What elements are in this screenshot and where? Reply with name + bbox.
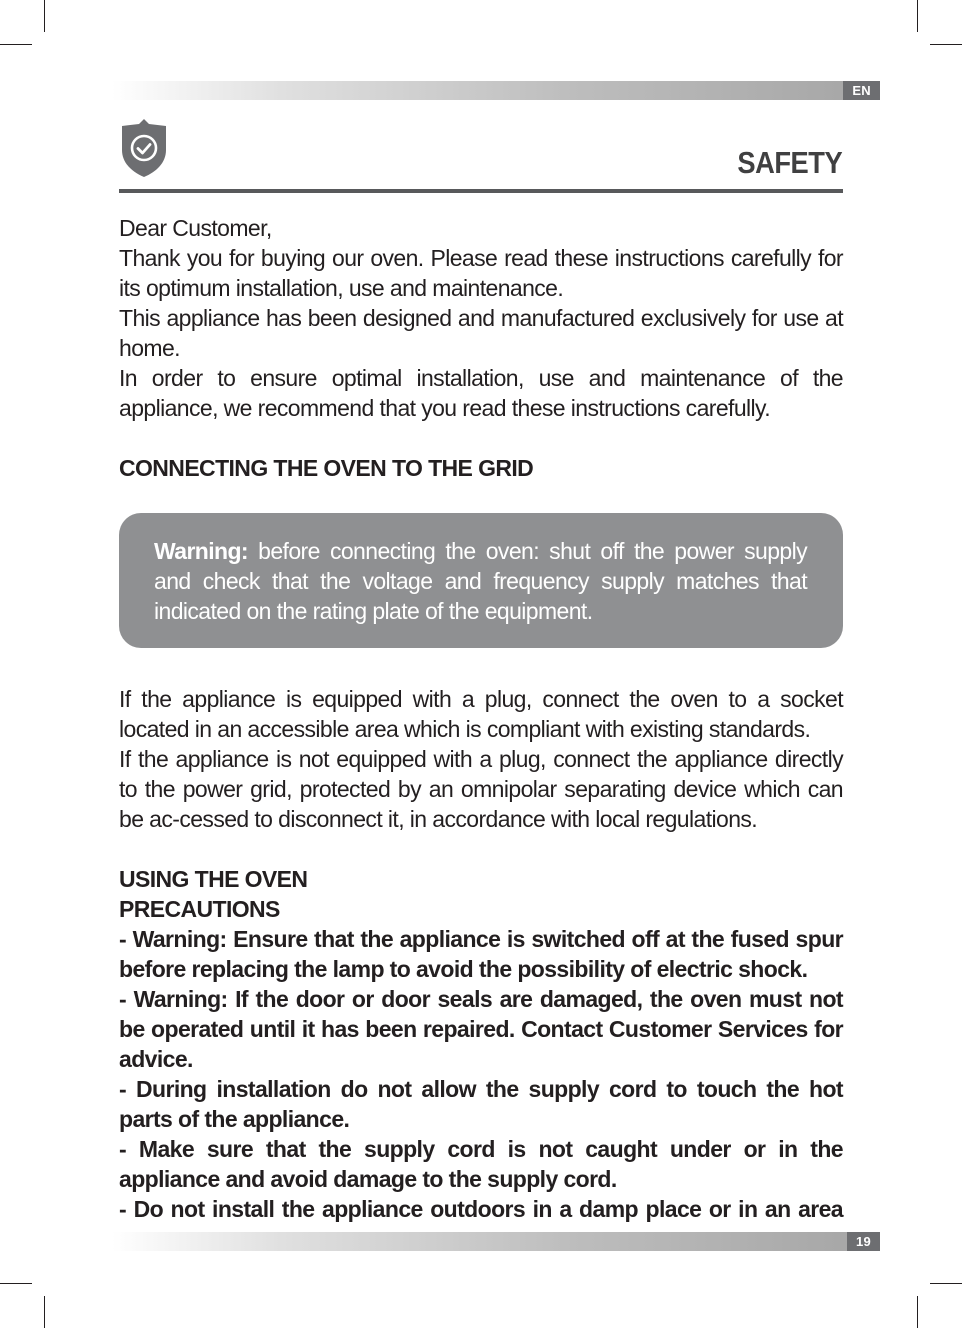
crop-mark [930,44,962,45]
shield-check-icon [119,118,169,178]
precaution-item: - Warning: Ensure that the appliance is switched off at the fused spur before replacing the lamp to avoid the possibility of electric shock. [119,926,843,982]
footer-bar [112,1232,880,1251]
precautions-heading: PRECAUTIONS [119,896,280,922]
precaution-item: - Do not install the appliance outdoors in a damp place or in an area [119,1196,843,1222]
crop-mark [917,1296,918,1328]
title-rule [119,189,843,193]
warning-label: Warning: [154,538,248,564]
intro-paragraph: This appliance has been designed and manufactured exclusively for use at home. [119,305,843,361]
intro-paragraph: Thank you for buying our oven. Please read these instructions carefully for its optimum installation, use and maintenance. [119,245,843,301]
connecting-paragraph: If the appliance is not equipped with a plug, connect the appliance directly to the power grid, protected by an omnipolar separating device which can be ac-cessed to disconnect it, in accordance with local regulations. [119,746,843,832]
header-bar [112,81,880,100]
page-number: 19 [847,1232,880,1251]
connecting-paragraph: If the appliance is equipped with a plug, connect the oven to a socket located in an accessible area which is compliant with existing standards. [119,686,843,742]
connecting-text [119,684,843,834]
precaution-item: - Make sure that the supply cord is not caught under or in the appliance and avoid damage to the supply cord. [119,1136,843,1192]
language-tag: EN [843,81,880,100]
intro-paragraph: In order to ensure optimal installation, use and maintenance of the appliance, we recommend that you read these instructions carefully. [119,365,843,421]
salutation: Dear Customer, [119,215,272,241]
using-heading: USING THE OVEN [119,866,308,892]
crop-mark [44,0,45,32]
warning-text: before connecting the oven: shut off the power supply and check that the voltage and frequency supply matches that indicated on the rating plate of the equipment. [154,538,807,624]
intro-text [119,213,843,423]
crop-mark [44,1296,45,1328]
crop-mark [917,0,918,32]
connecting-heading: CONNECTING THE OVEN TO THE GRID [119,455,534,481]
precaution-item: - During installation do not allow the supply cord to touch the hot parts of the appliance. [119,1076,843,1132]
connecting-heading-block [119,453,843,483]
using-section [119,864,843,1224]
crop-mark [930,1283,962,1284]
section-title: SAFETY [737,145,842,180]
crop-mark [0,44,32,45]
crop-mark [0,1283,32,1284]
precaution-item: - Warning: If the door or door seals are damaged, the oven must not be operated until it has been repaired. Contact Customer Services for advice. [119,986,843,1072]
warning-box [119,513,843,648]
